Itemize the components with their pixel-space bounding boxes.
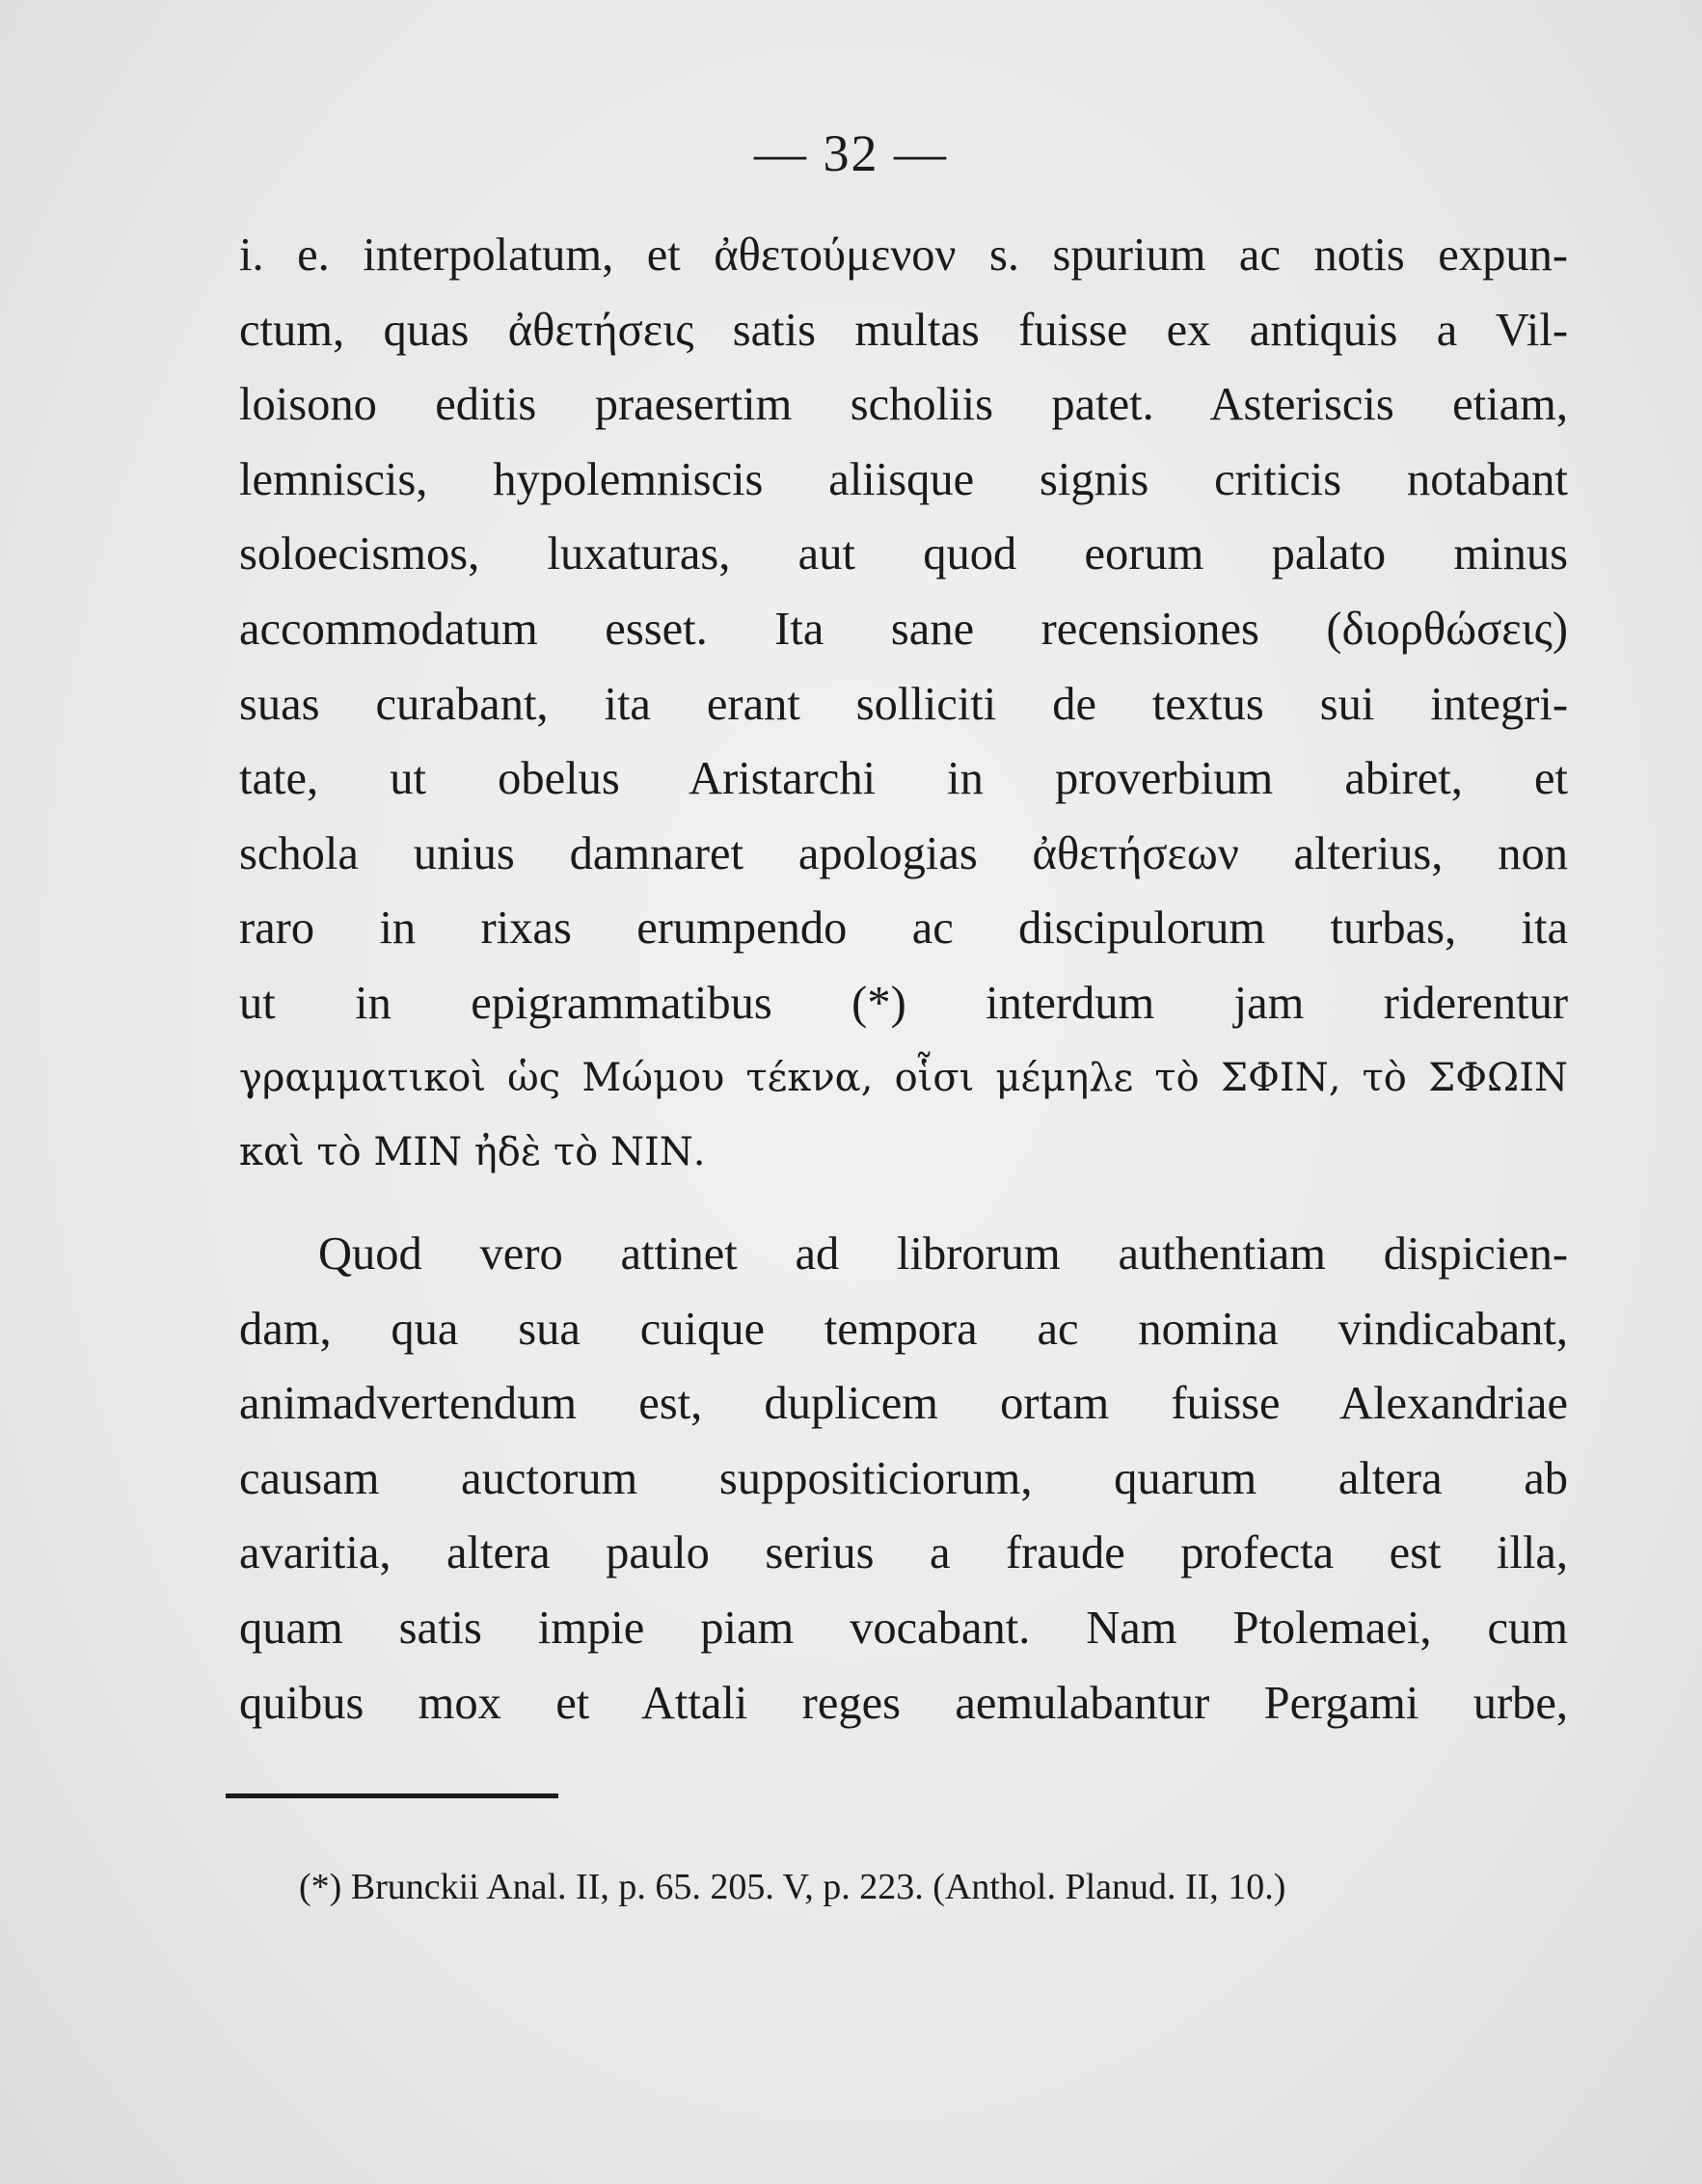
text-line: quam satis impie piam vocabant. Nam Ptolemaei, cum (239, 1602, 1568, 1654)
paragraph-1 (239, 218, 1568, 1191)
text-line: ctum, quas ἀθετήσεις satis multas fuisse ex antiquis a Vil- (239, 304, 1568, 356)
text-line: ut in epigrammatibus (*) interdum jam riderentur (239, 977, 1568, 1029)
text-line: γραμματικοὶ ὡς Μώμου τέκνα, οἷσι μέμηλε τὸ ΣΦΙΝ, τὸ ΣΦΩΙΝ (239, 1055, 1568, 1100)
text-line: raro in rixas erumpendo ac discipulorum turbas, ita (239, 903, 1568, 955)
text-line: i. e. interpolatum, et ἀθετούμενον s. spurium ac notis expun- (239, 229, 1568, 281)
text-line: quibus mox et Attali reges aemulabantur Pergami urbe, (239, 1677, 1568, 1729)
text-line: animadvertendum est, duplicem ortam fuisse Alexandriae (239, 1378, 1568, 1430)
text-line: suas curabant, ita erant solliciti de textus sui integri- (239, 678, 1568, 730)
text-line: causam auctorum suppositiciorum, quarum altera ab (239, 1452, 1568, 1504)
text-line: avaritia, altera paulo serius a fraude profecta est illa, (239, 1527, 1568, 1579)
text-line: tate, ut obelus Aristarchi in proverbium abiret, et (239, 753, 1568, 805)
text-line: dam, qua sua cuique tempora ac nomina vindicabant, (239, 1303, 1568, 1355)
footnote-rule (226, 1793, 558, 1798)
text-line: accommodatum esset. Ita sane recensiones (διορθώσεις) (239, 603, 1568, 655)
text-line: schola unius damnaret apologias ἀθετήσεων alterius, non (239, 827, 1568, 879)
paragraph-2 (239, 1217, 1568, 1740)
page-number-header: — 32 — (754, 124, 948, 182)
text-line: Quod vero attinet ad librorum authentiam dispicien- (318, 1228, 1568, 1280)
text-line: loisono editis praesertim scholiis patet. Asteriscis etiam, (239, 379, 1568, 431)
footnote: (*) Brunckii Anal. II, p. 65. 205. V, p. 223. (Anthol. Planud. II, 10.) (299, 1867, 1286, 1907)
text-line: καὶ τὸ ΜΙΝ ἠδὲ τὸ ΝΙΝ. (239, 1130, 706, 1175)
text-line: soloecismos, luxaturas, aut quod eorum palato minus (239, 528, 1568, 580)
text-line: lemniscis, hypolemniscis aliisque signis criticis notabant (239, 453, 1568, 505)
